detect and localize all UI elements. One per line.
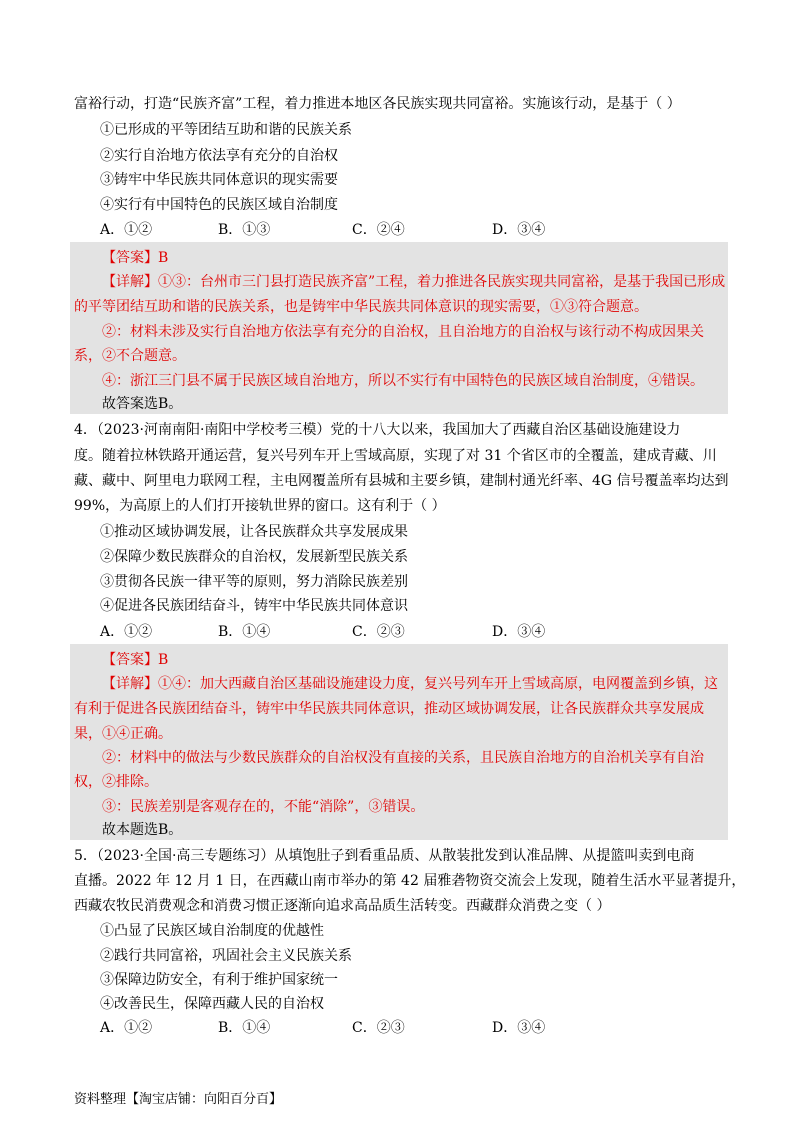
page-footer: 资料整理【淘宝店铺：向阳百分百】 [74, 1092, 283, 1107]
q5-item-3: ③保障边防安全，有利于维护国家统一 [100, 972, 338, 988]
q4-stem-4: 99%，为高原上的人们打开接轨世界的窗口。这有利于（ ） [74, 498, 446, 514]
q4-item-4: ④促进各民族团结奋斗，铸牢中华民族共同体意识 [100, 598, 408, 614]
q3-item-3: ③铸牢中华民族共同体意识的现实需要 [100, 172, 338, 188]
q4-option-d: D．③④ [492, 624, 546, 640]
q4-detail-5: 权，②排除。 [74, 774, 158, 790]
q4-item-1: ①推动区域协调发展，让各民族群众共享发展成果 [100, 524, 408, 540]
q4-detail-1: 【详解】①④：加大西藏自治区基础设施建设力度，复兴号列车开上雪域高原，电网覆盖到乡镇，这 [102, 676, 718, 692]
q3-stem: 富裕行动，打造“民族齐富”工程，着力推进本地区各民族实现共同富裕。实施该行动，是基于（ ） [74, 96, 681, 112]
q4-option-a: A．①② [100, 624, 153, 640]
q5-stem-2: 直播。2022 年 12 月 1 日，在西藏山南市举办的第 42 届雅砻物资交流会上发现，随着生活水平显著提升， [74, 873, 746, 889]
q3-option-c: C．②④ [352, 222, 405, 238]
q4-detail-2: 有利于促进各民族团结奋斗，铸牢中华民族共同体意识，推动区域协调发展，让各民族群众共享发展成 [74, 701, 704, 717]
q4-stem-2: 度。随着拉林铁路开通运营，复兴号列车开上雪域高原，实现了对 31 个省区市的全覆盖，建成青藏、川 [74, 448, 717, 464]
q3-option-b: B．①③ [218, 222, 271, 238]
q3-option-d: D．③④ [492, 222, 546, 238]
q4-stem-1: 4．（2023·河南南阳·南阳中学校考三模）党的十八大以来，我国加大了西藏自治区基础设施建设力 [74, 422, 681, 438]
q4-detail-3: 果，①④正确。 [74, 726, 172, 742]
q5-stem-3: 西藏农牧民消费观念和消费习惯正逐渐向追求高品质生活转变。西藏群众消费之变（ ） [74, 898, 611, 914]
q5-stem-1: 5．（2023·全国·高三专题练习）从填饱肚子到看重品质、从散装批发到认准品牌、从提篮叫卖到电商 [74, 848, 695, 864]
q4-detail-4: ②：材料中的做法与少数民族群众的自治权没有直接的关系，且民族自治地方的自治机关享有自治 [102, 750, 704, 766]
q5-option-a: A．①② [100, 1020, 153, 1036]
q3-detail-3: ②：材料未涉及实行自治地方依法享有充分的自治权，且自治地方的自治权与该行动不构成因果关 [102, 324, 704, 340]
q3-detail-1: 【详解】①③：台州市三门县打造民族齐富”工程，着力推进各民族实现共同富裕，是基于我国已形成 [102, 274, 726, 290]
q4-detail-7: 故本题选B。 [102, 822, 183, 838]
q3-item-1: ①已形成的平等团结互助和谐的民族关系 [100, 122, 352, 138]
q3-detail-2: 的平等团结互助和谐的民族关系，也是铸牢中华民族共同体意识的现实需要，①③符合题意。 [74, 299, 648, 315]
q3-detail-5: ④：浙江三门县不属于民族区域自治地方，所以不实行有中国特色的民族区域自治制度，④错误。 [102, 373, 704, 389]
q4-stem-3: 藏、藏中、阿里电力联网工程，主电网覆盖所有县城和主要乡镇，建制村通光纤率、4G 信号覆盖率均达到 [74, 473, 729, 489]
q4-answer: 【答案】B [102, 652, 169, 668]
q3-detail-6: 故答案选B。 [102, 396, 183, 412]
q4-option-b: B．①④ [218, 624, 271, 640]
q5-option-c: C．②③ [352, 1020, 405, 1036]
q5-item-1: ①凸显了民族区域自治制度的优越性 [100, 923, 324, 939]
q4-item-3: ③贯彻各民族一律平等的原则，努力消除民族差别 [100, 574, 408, 590]
q3-item-4: ④实行有中国特色的民族区域自治制度 [100, 197, 338, 213]
q3-item-2: ②实行自治地方依法享有充分的自治权 [100, 148, 338, 164]
q5-option-d: D．③④ [492, 1020, 546, 1036]
q3-option-a: A．①② [100, 222, 153, 238]
q3-answer: 【答案】B [102, 250, 169, 266]
q3-detail-4: 系，②不合题意。 [74, 348, 186, 364]
q5-item-4: ④改善民生，保障西藏人民的自治权 [100, 996, 324, 1012]
q5-option-b: B．①④ [218, 1020, 271, 1036]
q4-option-c: C．②③ [352, 624, 405, 640]
q5-item-2: ②践行共同富裕，巩固社会主义民族关系 [100, 948, 352, 964]
q4-detail-6: ③：民族差别是客观存在的，不能“消除”，③错误。 [102, 799, 425, 815]
q4-item-2: ②保障少数民族群众的自治权，发展新型民族关系 [100, 549, 408, 565]
